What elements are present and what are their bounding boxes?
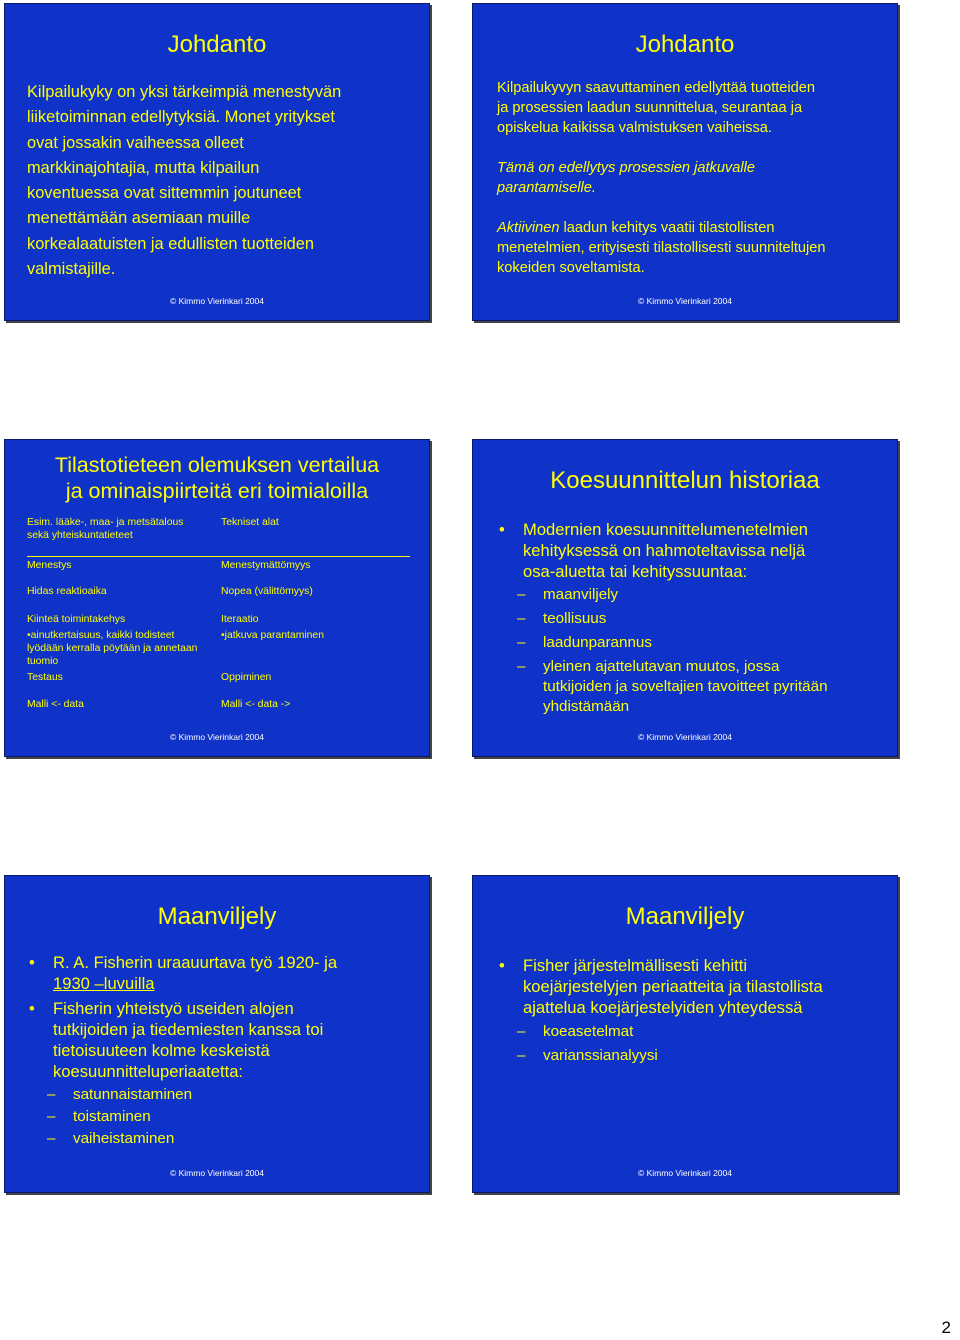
- item-line: – vaiheistaminen: [73, 1130, 175, 1147]
- item-line: – yleinen ajattelutavan muutos, jossa: [543, 658, 780, 675]
- item-line: koejärjestelyjen periaatteita ja tilastollista: [523, 977, 823, 996]
- left-header: [27, 516, 184, 542]
- body-line: parantamiselle.: [497, 180, 596, 196]
- cell-line: lyödään kerralla pöytään ja annetaan: [27, 643, 198, 654]
- copyright: © Kimmo Vierinkari 2004: [638, 732, 732, 742]
- underlined-text: 1930 –luvuilla: [53, 974, 155, 993]
- item-line: koesuunnitteluperiaatetta:: [53, 1062, 244, 1081]
- item-line: tutkijoiden ja soveltajien tavoitteet pyritään: [543, 678, 828, 695]
- table-cell-left: Hidas reaktioaika: [27, 586, 107, 597]
- copyright: © Kimmo Vierinkari 2004: [638, 296, 732, 306]
- table-cell-left: Testaus: [27, 672, 63, 683]
- copyright: © Kimmo Vierinkari 2004: [170, 732, 264, 742]
- item-line: kehityksessä on hahmoteltavissa neljä: [523, 541, 806, 560]
- slide-johdanto-2: [472, 3, 898, 321]
- body-line: markkinajohtajia, mutta kilpailun: [27, 158, 260, 177]
- body-line: menettämään asemiaan muille: [27, 209, 251, 228]
- slide-title: Johdanto: [635, 31, 735, 58]
- body-line: korkealaatuisten ja edullisten tuotteiden: [27, 234, 315, 253]
- slide-johdanto-1: [4, 3, 430, 321]
- body-line: kokeiden soveltamista.: [497, 260, 645, 276]
- item-line: • Fisherin yhteistyö useiden alojen: [53, 999, 294, 1018]
- slide-body: [27, 80, 422, 282]
- header-line: sekä yhteiskuntatieteet: [27, 530, 133, 541]
- body-line: menetelmien, erityisesti tilastollisesti suunniteltujen: [497, 240, 826, 256]
- sub-list-item: [499, 633, 891, 653]
- item-line: – laadunparannus: [543, 634, 652, 651]
- body-line: ovat jossakin vaiheessa olleet: [27, 133, 244, 152]
- item-line: – teollisuus: [543, 610, 607, 627]
- item-line: ajattelua koejärjestelyiden yhteydessä: [523, 998, 803, 1017]
- paragraph: [497, 218, 889, 278]
- bullet-list: [499, 955, 891, 1066]
- slide-title: Koesuunnittelun historiaa: [550, 467, 820, 494]
- body-line: Kilpailukyvyn saavuttaminen edellyttää tuotteiden: [497, 80, 816, 96]
- item-line: yhdistämään: [543, 698, 630, 715]
- item-line: – toistaminen: [73, 1108, 151, 1125]
- slide-title: Maanviljely: [625, 903, 745, 930]
- copyright: © Kimmo Vierinkari 2004: [170, 296, 264, 306]
- item-line: – maanviljely: [543, 586, 619, 603]
- body-line: koventuessa ovat sittemmin joutuneet: [27, 184, 302, 203]
- table-cell-left: [27, 629, 197, 668]
- sub-list-item: [499, 657, 891, 717]
- bullet-list: [29, 952, 421, 1149]
- table-cell-right: Iteraatio: [221, 614, 259, 625]
- item-line: – varianssianalyysi: [543, 1047, 658, 1064]
- body-line: Tämä on edellytys prosessien jatkuvalle: [497, 160, 755, 176]
- sub-list-item: [499, 609, 891, 629]
- body-line: liiketoiminnan edellytyksiä. Monet yritykset: [27, 108, 335, 127]
- slide-title: Johdanto: [167, 31, 267, 58]
- sub-list-item: [29, 1107, 421, 1127]
- header-line: Esim. lääke-, maa- ja metsätalous: [27, 517, 184, 528]
- page-number: 2: [941, 1318, 951, 1337]
- list-item: [499, 955, 891, 1018]
- item-line: • R. A. Fisherin uraauurtava työ 1920- ja: [53, 953, 338, 972]
- table-cell-right: Oppiminen: [221, 672, 272, 683]
- copyright: © Kimmo Vierinkari 2004: [170, 1168, 264, 1178]
- item-line: [53, 973, 421, 994]
- list-item: [29, 952, 421, 994]
- table-cell-right: •jatkuva parantaminen: [221, 630, 324, 641]
- table-divider: [27, 556, 410, 557]
- right-header: Tekniset alat: [221, 517, 279, 528]
- sub-list-item: [29, 1085, 421, 1105]
- sub-list-item: [29, 1129, 421, 1149]
- item-line: • Modernien koesuunnittelumenetelmien: [523, 520, 809, 539]
- sub-list-item: [499, 1046, 891, 1066]
- title-line: ja ominaispiirteitä eri toimialoilla: [65, 479, 369, 503]
- title-line: Tilastotieteen olemuksen vertailua: [54, 453, 380, 477]
- sub-list-item: [499, 1022, 891, 1042]
- list-item: [29, 998, 421, 1082]
- body-line: Kilpailukyky on yksi tärkeimpiä menestyvän: [27, 83, 342, 101]
- table-cell-right: Nopea (välittömyys): [221, 586, 313, 597]
- cell-line: •ainutkertaisuus, kaikki todisteet: [27, 630, 175, 641]
- slide-title: [5, 452, 429, 504]
- body-line: ja prosessien laadun suunnittelua, seurantaa ja: [497, 100, 803, 116]
- paragraph-italic: [497, 158, 889, 198]
- table-cell-left: Malli <- data: [27, 699, 84, 710]
- item-line: • Fisher järjestelmällisesti kehitti: [523, 956, 748, 975]
- paragraph: [497, 78, 889, 138]
- body-text: laadun kehitys vaatii tilastollisten: [559, 220, 775, 236]
- item-line: – koeasetelmat: [543, 1023, 634, 1040]
- copyright: © Kimmo Vierinkari 2004: [638, 1168, 732, 1178]
- item-line: tutkijoiden ja tiedemiesten kanssa toi: [53, 1020, 324, 1039]
- sub-list-item: [499, 585, 891, 605]
- slide-koesuunnittelun-historiaa: [472, 439, 898, 757]
- table-cell-right: Malli <- data ->: [221, 699, 291, 710]
- item-line: tietoisuuteen kolme keskeistä: [53, 1041, 270, 1060]
- body-line: valmistajille.: [27, 260, 116, 279]
- slide-maanviljely-2: [472, 875, 898, 1193]
- table-cell-right: Menestymättömyys: [221, 560, 311, 571]
- body-line: opiskelua kaikissa valmistuksen vaiheissa.: [497, 120, 772, 136]
- table-cell-left: Kiinteä toimintakehys: [27, 614, 126, 625]
- item-line: osa-aluetta tai kehityssuuntaa:: [523, 562, 748, 581]
- bullet-list: [499, 519, 891, 717]
- slide-tilastotieteen-vertailu: [4, 439, 430, 757]
- slide-title: Maanviljely: [157, 903, 277, 930]
- list-item: [499, 519, 891, 582]
- cell-line: tuomio: [27, 656, 59, 667]
- slide-maanviljely-1: [4, 875, 430, 1193]
- table-cell-left: Menestys: [27, 560, 72, 571]
- emphasis: Aktiivinen: [497, 220, 560, 236]
- slide-body: [497, 78, 889, 298]
- item-line: – satunnaistaminen: [73, 1086, 193, 1103]
